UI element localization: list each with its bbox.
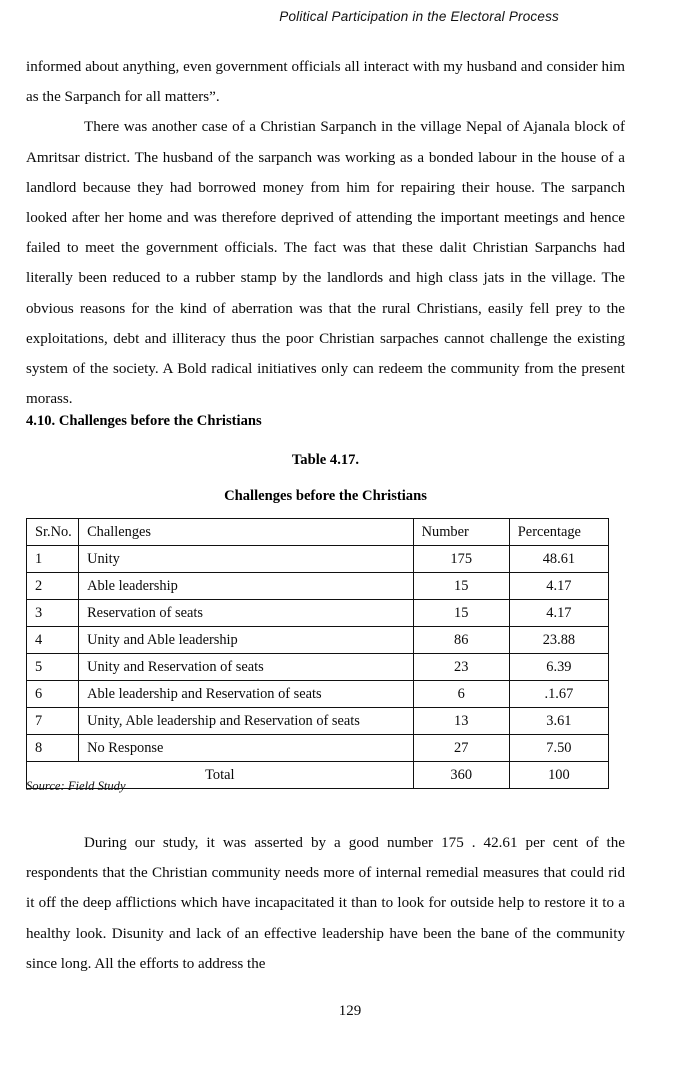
- cell-number: 6: [413, 681, 509, 708]
- table-row: [27, 708, 609, 735]
- cell-number: 23: [413, 654, 509, 681]
- table-4-17-container: [26, 518, 609, 789]
- body-text-top: [26, 52, 625, 414]
- cell-challenge: Unity: [79, 546, 414, 573]
- cell-number: 86: [413, 627, 509, 654]
- cell-sr-no: 5: [27, 654, 79, 681]
- cell-challenge: Reservation of seats: [79, 600, 414, 627]
- cell-sr-no: 8: [27, 735, 79, 762]
- cell-percentage: 4.17: [509, 600, 608, 627]
- column-header-percentage: Percentage: [509, 519, 608, 546]
- column-header-number: Number: [413, 519, 509, 546]
- cell-challenge: Able leadership and Reservation of seats: [79, 681, 414, 708]
- paragraph-study-findings: During our study, it was asserted by a good number 175 . 42.61 per cent of the respondents that the Christian community needs more of internal remedial measures that could rid it off the deep afflictions which have incapacitated it than to look for outside help to restore it to a healthy look. Disunity and lack of an effective leadership have been the bane of the community since long. All the efforts to address the: [26, 835, 625, 972]
- cell-total-label: Total: [27, 762, 414, 789]
- body-text-bottom: [26, 828, 625, 979]
- cell-challenge: Unity and Reservation of seats: [79, 654, 414, 681]
- cell-number: 15: [413, 600, 509, 627]
- table-row: [27, 573, 609, 600]
- paragraph-sarpanch-case: There was another case of a Christian Sarpanch in the village Nepal of Ajanala block of Amritsar district. The husband of the sarpanch was working as a bonded labour in the house of a landlord because they had borrowed money from him for repairing their house. The sarpanch looked after her home and was therefore deprived of attending the important meetings and hence failed to meet the government officials. The fact was that these dalit Christian Sarpanchs had literally been reduced to a rubber stamp by the landlords and high class jats in the village. The obvious reasons for the kind of aberration was that the rural Christians, easily fell prey to the exploitations, debt and illiteracy thus the poor Christian sarpaches cannot challenge the existing system of the society. A Bold radical initiatives only can redeem the community from the present morass.: [26, 119, 625, 408]
- running-header-title: Political Participation in the Electoral Process: [279, 9, 559, 24]
- cell-number: 15: [413, 573, 509, 600]
- cell-number: 13: [413, 708, 509, 735]
- cell-percentage: 3.61: [509, 708, 608, 735]
- cell-sr-no: 2: [27, 573, 79, 600]
- table-row: [27, 654, 609, 681]
- column-header-sr-no: Sr.No.: [27, 519, 79, 546]
- cell-percentage: .1.67: [509, 681, 608, 708]
- table-source-note: Source: Field Study: [26, 779, 126, 793]
- cell-sr-no: 6: [27, 681, 79, 708]
- table-title-caption: Challenges before the Christians: [224, 488, 427, 504]
- cell-sr-no: 3: [27, 600, 79, 627]
- challenges-table: [26, 518, 609, 789]
- cell-total-number: 360: [413, 762, 509, 789]
- cell-percentage: 7.50: [509, 735, 608, 762]
- table-row: [27, 546, 609, 573]
- cell-percentage: 23.88: [509, 627, 608, 654]
- cell-challenge: Able leadership: [79, 573, 414, 600]
- section-heading-4-10: 4.10. Challenges before the Christians: [26, 413, 262, 429]
- column-header-challenges: Challenges: [79, 519, 414, 546]
- cell-challenge: Unity, Able leadership and Reservation of seats: [79, 708, 414, 735]
- cell-percentage: 48.61: [509, 546, 608, 573]
- cell-challenge: Unity and Able leadership: [79, 627, 414, 654]
- table-header-row: [27, 519, 609, 546]
- cell-sr-no: 4: [27, 627, 79, 654]
- cell-challenge: No Response: [79, 735, 414, 762]
- page-number: 129: [338, 1003, 362, 1019]
- cell-sr-no: 7: [27, 708, 79, 735]
- table-row: [27, 600, 609, 627]
- cell-total-percentage: 100: [509, 762, 608, 789]
- cell-percentage: 6.39: [509, 654, 608, 681]
- table-row: [27, 681, 609, 708]
- cell-number: 27: [413, 735, 509, 762]
- table-number-caption: Table 4.17.: [291, 452, 360, 468]
- cell-percentage: 4.17: [509, 573, 608, 600]
- paragraph-continued: informed about anything, even government officials all interact with my husband and consider him as the Sarpanch for all matters”.: [26, 59, 625, 106]
- table-row: [27, 735, 609, 762]
- cell-sr-no: 1: [27, 546, 79, 573]
- cell-number: 175: [413, 546, 509, 573]
- table-row: [27, 627, 609, 654]
